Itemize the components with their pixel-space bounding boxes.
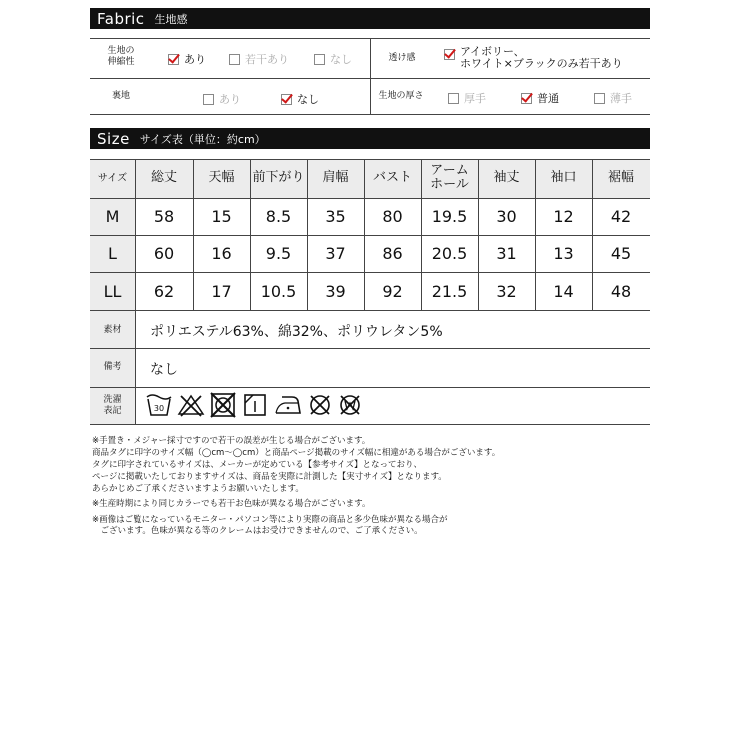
no-tumble-dry-icon	[209, 392, 237, 418]
wash-temp-label: 30	[153, 404, 165, 413]
remarks-value: なし	[150, 362, 178, 378]
iron-low-icon	[273, 392, 303, 418]
header-front-drop: 前下がり	[252, 170, 305, 185]
thickness-option-thin[interactable]: 薄手	[594, 90, 632, 106]
thickness-option-thick[interactable]: 厚手	[448, 90, 486, 106]
material-label: 素材	[103, 325, 122, 335]
no-bleach-icon	[177, 392, 205, 418]
header-shoulder-width: 肩幅	[322, 170, 349, 185]
table-cell: 12	[553, 207, 574, 226]
table-cell: 16	[211, 244, 232, 263]
fabric-bottom-rule	[90, 114, 650, 115]
table-cell: 37	[325, 244, 346, 263]
remarks-label: 備考	[103, 362, 122, 372]
header-armhole: アーム ホール	[430, 163, 469, 192]
table-cell: 9.5	[265, 244, 292, 263]
note-line: ※画像はご覧になっているモニター・パソコン等により実際の商品と多少色味が異なる場合が	[92, 515, 448, 525]
table-cell: 31	[496, 244, 517, 263]
table-cell: 20.5	[431, 244, 468, 263]
table-cell: 8.5	[265, 207, 292, 226]
lining-label: 裏地	[111, 91, 130, 101]
thickness-label: 生地の厚さ	[378, 91, 424, 101]
note-line: 商品タグに印字のサイズ幅（◯cm〜◯cm）と商品ページ掲載のサイズ幅に相違がある場合がございます。	[92, 448, 501, 458]
checkbox-checked-icon	[521, 93, 532, 104]
note-line: あらかじめご了承くださいますようお願いいたします。	[92, 484, 304, 494]
dry-clean-prohibited-icon	[307, 392, 333, 418]
size-subtitle: サイズ表（単位：約cm）	[139, 132, 266, 146]
care-label: 洗濯 表記	[103, 395, 122, 416]
table-cell: 60	[153, 244, 175, 263]
table-cell: 32	[496, 282, 517, 301]
table-cell: 17	[211, 282, 232, 301]
size-cell: M	[105, 207, 120, 226]
sheer-option[interactable]: アイボリー、 ホワイト×ブラックのみ若干あり	[444, 46, 623, 70]
sheer-label: 透け感	[388, 53, 416, 63]
stretch-label: 生地の 伸縮性	[107, 46, 135, 67]
checkbox-checked-icon	[281, 94, 292, 105]
table-cell: 62	[153, 282, 175, 301]
table-cell: 15	[211, 207, 232, 226]
table-cell: 21.5	[431, 282, 468, 301]
checkbox-empty-icon	[314, 54, 325, 65]
table-cell: 92	[382, 282, 403, 301]
table-cell: 14	[553, 282, 574, 301]
table-cell: 39	[325, 282, 346, 301]
note-line: タグに印字されているサイズは、メーカーが定めている【参考サイズ】となっており、	[92, 460, 422, 470]
stretch-option-yes[interactable]: あり	[168, 51, 206, 67]
note-line: ※手置き・メジャー採寸ですので若干の誤差が生じる場合がございます。	[92, 436, 371, 446]
table-cell: 80	[382, 207, 403, 226]
header-sleeve-length: 袖丈	[493, 170, 520, 185]
table-cell: 30	[496, 207, 517, 226]
size-cell: L	[108, 244, 117, 263]
header-size: サイズ	[97, 173, 128, 184]
size-title: Size	[97, 129, 130, 148]
table-cell: 13	[553, 244, 574, 263]
stretch-option-no[interactable]: なし	[314, 51, 352, 67]
checkbox-empty-icon	[229, 54, 240, 65]
table-cell: 42	[610, 207, 632, 226]
thickness-option-normal[interactable]: 普通	[521, 90, 559, 106]
lining-option-no[interactable]: なし	[281, 91, 319, 107]
header-sleeve-opening: 袖口	[550, 170, 577, 185]
note-line: ※生産時期により同じカラーでも若干お色味が異なる場合がございます。	[92, 499, 371, 509]
checkbox-checked-icon	[168, 54, 179, 65]
size-header-bar	[90, 128, 650, 149]
lining-option-yes[interactable]: あり	[203, 91, 241, 107]
table-cell: 86	[382, 244, 403, 263]
checkbox-empty-icon	[448, 93, 459, 104]
fabric-subtitle: 生地感	[154, 12, 188, 26]
fabric-divider	[370, 38, 371, 114]
table-cell: 58	[153, 207, 175, 226]
note-line: ページに掲載いたしておりますサイズは、商品を実際に計測した【実寸サイズ】となります。	[92, 472, 447, 482]
fabric-header-bar	[90, 8, 650, 29]
table-cell: 35	[325, 207, 346, 226]
checkbox-empty-icon	[203, 94, 214, 105]
stretch-option-slight[interactable]: 若干あり	[229, 51, 289, 67]
table-cell: 19.5	[431, 207, 468, 226]
header-neck-width: 天幅	[208, 170, 235, 185]
wash-30-icon	[145, 392, 173, 418]
checkbox-checked-icon	[444, 49, 455, 60]
header-bust: バスト	[372, 170, 412, 185]
note-line: ございます。色味が異なる等のクレームはお受けできませんので、ご了承ください。	[92, 526, 423, 536]
header-total-length: 総丈	[150, 170, 177, 185]
size-cell: LL	[103, 282, 122, 301]
material-value: ポリエステル63%、綿32%、ポリウレタン5%	[150, 324, 443, 340]
checkbox-empty-icon	[594, 93, 605, 104]
table-cell: 10.5	[260, 282, 297, 301]
wet-clean-prohibited-icon	[337, 392, 363, 418]
table-cell: 45	[610, 244, 632, 263]
line-dry-shade-icon	[241, 392, 269, 418]
fabric-title: Fabric	[97, 9, 145, 28]
header-hem-width: 裾幅	[607, 170, 634, 185]
table-cell: 48	[610, 282, 632, 301]
